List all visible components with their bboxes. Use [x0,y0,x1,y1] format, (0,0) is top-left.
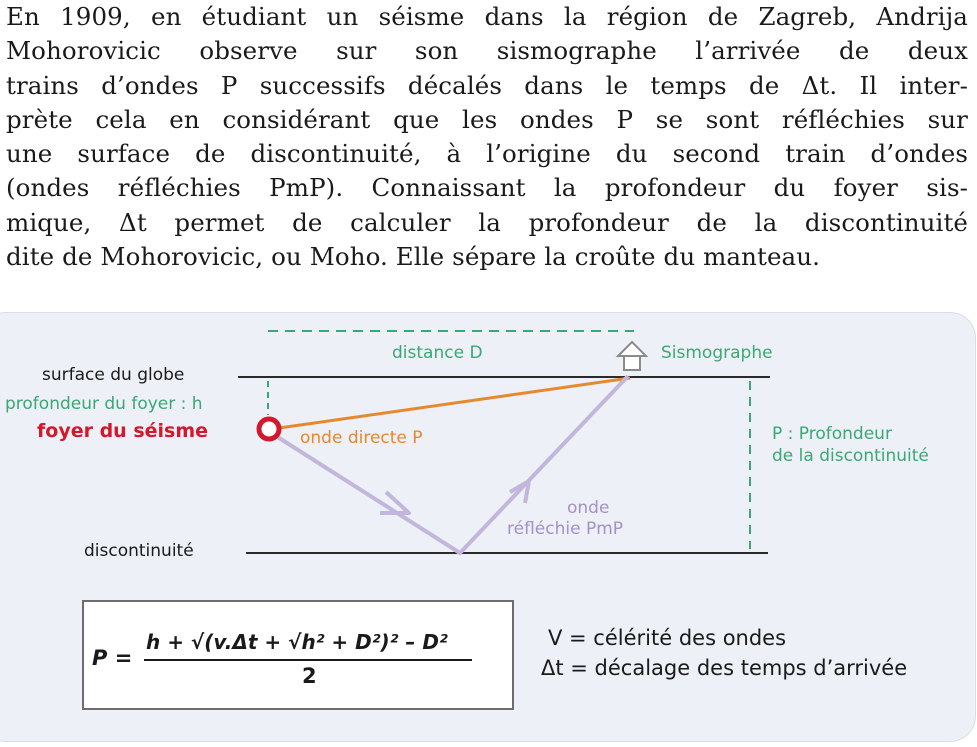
p-depth-label-1: P : Profondeur [772,424,892,444]
paragraph-line: En 1909, en étudiant un séisme dans la région de Zagreb, Andrija [6,2,968,31]
fraction-bar [144,659,472,661]
paragraph-line: une surface de discontinuité, à l’origine du second train d’ondes [6,139,968,169]
p-depth-label-2: de la discontinuité [772,446,929,466]
reflected-wave-label-1: onde [567,498,610,518]
legend-v: V = célérité des ondes [548,626,787,650]
paragraph-line: mique, Δt permet de calculer la profondeur de la discontinuité [6,207,968,237]
formula-lhs: P = [92,646,133,670]
surface-label: surface du globe [42,365,185,385]
discontinuity-label: discontinuité [84,541,194,561]
distance-label: distance D [392,343,483,363]
direct-wave-line [272,378,630,429]
formula-numerator: h + √(v.Δt + √h² + D²)² – D² [146,630,448,654]
focus-label: foyer du séisme [37,420,209,442]
formula-box [82,600,514,710]
legend-dt: Δt = décalage des temps d’arrivée [541,656,908,680]
earthquake-focus-icon [259,419,279,439]
focus-depth-label: profondeur du foyer : h [5,394,203,414]
reflected-wave-label-2: réfléchie PmP [507,519,624,539]
formula-denominator: 2 [302,664,317,688]
paragraph-line: trains d’ondes P successifs décalés dans le temps de Δt. Il inter- [6,70,968,100]
paragraph-line: Mohorovicic observe sur son sismographe l’arrivée de deux [6,36,968,66]
seismograph-label: Sismographe [661,343,773,363]
seismograph-icon [618,342,646,370]
paragraph-line: dite de Mohorovicic, ou Moho. Elle sépare la croûte du manteau. [6,242,821,272]
paragraph-line: (ondes réfléchies PmP). Connaissant la profondeur du foyer sis- [6,173,968,203]
direct-wave-label: onde directe P [300,428,423,448]
paragraph-line: prète cela en considérant que les ondes P se sont réfléchies sur [6,104,968,134]
